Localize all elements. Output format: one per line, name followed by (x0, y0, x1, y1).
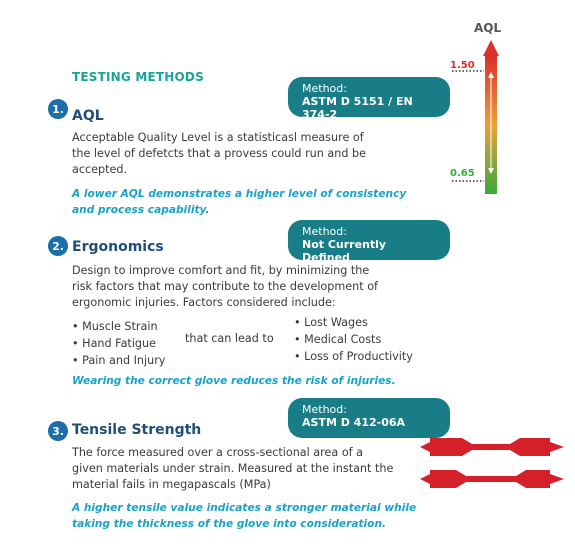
list-item: • Hand Fatigue (72, 337, 157, 350)
section-1-note-line: and process capability. (72, 204, 210, 216)
section-3-method-label: Method: (302, 403, 347, 416)
section-heading: TESTING METHODS (72, 70, 204, 84)
section-2-note (72, 373, 412, 389)
tensile-specimen-1 (420, 438, 564, 456)
section-2-body (72, 263, 412, 311)
list-item: • Lost Wages (294, 316, 368, 329)
section-3-body-line: material fails in megapascals (MPa) (72, 478, 271, 491)
section-2-title: Ergonomics (72, 239, 164, 255)
left-arrow-icon (420, 474, 430, 484)
section-1-method-box (288, 77, 450, 121)
left-arrow-icon (420, 442, 430, 452)
section-1-number: 1. (52, 102, 64, 116)
aql-scale-title: AQL (474, 21, 502, 35)
list-item: • Pain and Injury (72, 354, 166, 367)
section-1-method-value: ASTM D 5151 / EN 374-2 (302, 95, 413, 121)
risk-factors-list (72, 318, 165, 369)
section-1-method-label: Method: (302, 82, 347, 95)
section-1-body (72, 130, 392, 178)
section-1-title: AQL (72, 108, 104, 124)
section-2-body-line: risk factors that may contribute to the development of (72, 280, 378, 293)
right-arrow-icon (550, 474, 564, 484)
section-3-title: Tensile Strength (72, 422, 202, 438)
list-item: • Medical Costs (294, 333, 382, 346)
aql-up-arrow-icon (483, 40, 499, 56)
list-item: • Muscle Strain (72, 320, 158, 333)
section-3-number-badge (48, 421, 68, 441)
section-3-note-line: A higher tensile value indicates a stronger material while (72, 502, 417, 514)
section-2-note-line: Wearing the correct glove reduces the risk of injuries. (72, 375, 396, 387)
section-3-body-line: The force measured over a cross-sectional area of a (72, 446, 364, 459)
section-1-body-line: Acceptable Quality Level is a statisticasl measure of (72, 131, 364, 144)
list-item: • Loss of Productivity (294, 350, 413, 363)
section-2-method-box (288, 220, 450, 264)
section-3-note (72, 500, 432, 532)
section-1-body-line: accepted. (72, 163, 128, 176)
section-2-body-line: ergonomic injuries. Factors considered include: (72, 296, 336, 309)
section-2-number: 2. (52, 239, 64, 253)
section-3-note-line: taking the thickness of the glove into consideration. (72, 518, 387, 530)
section-3-body (72, 445, 412, 493)
section-1-note-line: A lower AQL demonstrates a higher level of consistency (72, 188, 407, 200)
section-1-body-line: the level of defetcts that a provess could run and be (72, 147, 367, 160)
section-3-number: 3. (52, 424, 64, 438)
section-2-method-value: Not Currently Defined (302, 238, 387, 264)
section-1-note (72, 186, 412, 218)
tensile-specimen-2 (420, 470, 564, 488)
consequences-list (294, 314, 413, 365)
connector-text: that can lead to (185, 332, 274, 345)
right-arrow-icon (550, 442, 564, 452)
section-3-method-value: ASTM D 412-06A (302, 416, 406, 429)
section-2-number-badge (48, 236, 68, 256)
section-1-number-badge (48, 99, 68, 119)
section-3-body-line: given materials under strain. Measured at the instant the (72, 462, 394, 475)
aql-high-label: 1.50 (450, 60, 475, 71)
section-2-body-line: Design to improve comfort and fit, by minimizing the (72, 264, 370, 277)
aql-low-label: 0.65 (450, 168, 475, 179)
section-2-method-label: Method: (302, 225, 347, 238)
tensile-specimen-graphic (418, 432, 566, 500)
